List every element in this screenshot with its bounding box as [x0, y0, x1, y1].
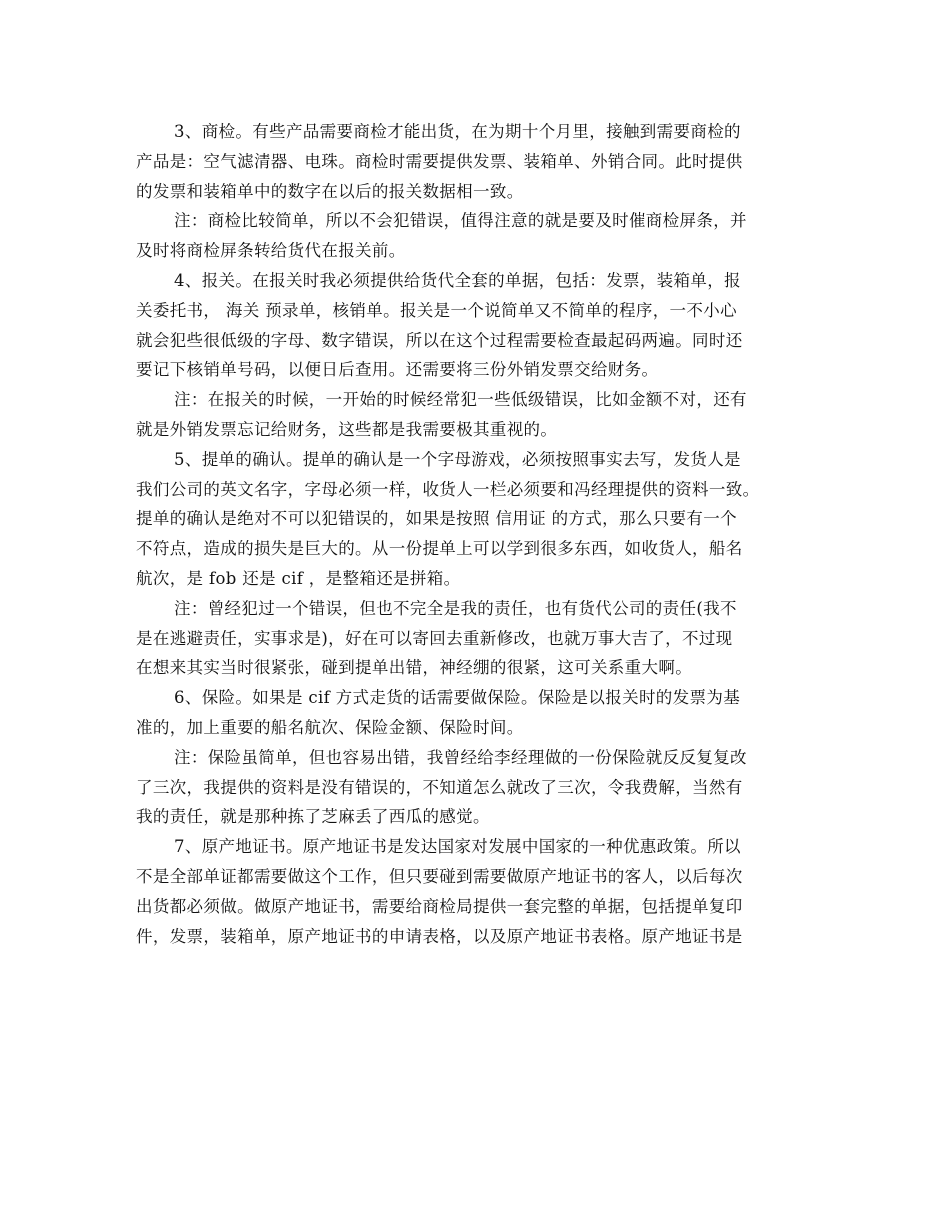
- text-line: 不符点，造成的损失是巨大的。从一份提单上可以学到很多东西，如收货人，船名: [136, 539, 743, 559]
- text-line: 提单的确认是绝对不可以犯错误的，如果是按照 信用证 的方式，那么只要有一个: [136, 509, 737, 529]
- text-line: 3、商检。有些产品需要商检才能出货，在为期十个月里，接触到需要商检的: [174, 122, 741, 141]
- text-line: 就是外销发票忘记给财务，这些都是我需要极其重视的。: [136, 419, 558, 439]
- text-line: 4、报关。在报关时我必须提供给货代全套的单据，包括：发票，装箱单，报: [174, 270, 741, 290]
- text-line: 在想来其实当时很紧张，碰到提单出错，神经绷的很紧，这可关系重大啊。: [136, 658, 693, 678]
- text-line: 的发票和装箱单中的数字在以后的报关数据相一致。: [136, 181, 524, 201]
- text-line: 注：保险虽简单，但也容易出错，我曾经给李经理做的一份保险就反反复复改: [174, 747, 747, 767]
- text-line: 7、原产地证书。原产地证书是发达国家对发展中国家的一种优惠政策。所以: [174, 837, 741, 857]
- text-line: 我们公司的英文名字，字母必须一样，收货人一栏必须要和冯经理提供的资料一致。: [136, 479, 760, 499]
- text-line: 注：商检比较简单，所以不会犯错误，值得注意的就是要及时催商检屏条，并: [174, 211, 747, 231]
- text-line: 出货都必须做。做原产地证书，需要给商检局提供一套完整的单据，包括提单复印: [136, 896, 743, 916]
- text-line: 6、保险。如果是 cif 方式走货的话需要做保险。保险是以报关时的发票为基: [174, 688, 741, 708]
- text-line: 产品是：空气滤清器、电珠。商检时需要提供发票、装箱单、外销合同。此时提供: [136, 151, 743, 171]
- text-line: 不是全部单证都需要做这个工作，但只要碰到需要做原产地证书的客人，以后每次: [136, 866, 743, 886]
- text-line: 注：在报关的时候，一开始的时候经常犯一些低级错误，比如金额不对，还有: [174, 390, 747, 410]
- text-line: 及时将商检屏条转给货代在报关前。: [136, 241, 406, 261]
- text-line: 我的责任，就是那种拣了芝麻丢了西瓜的感觉。: [136, 807, 490, 827]
- text-line: 关委托书， 海关 预录单，核销单。报关是一个说简单又不简单的程序，一不小心: [136, 300, 737, 320]
- text-line: 准的，加上重要的船名航次、保险金额、保险时间。: [136, 717, 524, 737]
- document-body: [136, 117, 816, 951]
- text-line: 航次，是 fob 还是 cif ，是整箱还是拼箱。: [136, 568, 461, 588]
- text-line: 要记下核销单号码，以便日后查用。还需要将三份外销发票交给财务。: [136, 360, 659, 380]
- text-line: 就会犯些很低级的字母、数字错误，所以在这个过程需要检查最起码两遍。同时还: [136, 330, 743, 350]
- text-line: 是在逃避责任，实事求是)，好在可以寄回去重新修改，也就万事大吉了，不过现: [136, 628, 733, 648]
- text-line: 了三次，我提供的资料是没有错误的，不知道怎么就改了三次，令我费解，当然有: [136, 777, 743, 797]
- text-line: 件，发票，装箱单，原产地证书的申请表格，以及原产地证书表格。原产地证书是: [136, 926, 743, 946]
- text-line: 注：曾经犯过一个错误，但也不完全是我的责任，也有货代公司的责任(我不: [174, 598, 737, 618]
- text-line: 5、提单的确认。提单的确认是一个字母游戏，必须按照事实去写，发货人是: [174, 449, 741, 469]
